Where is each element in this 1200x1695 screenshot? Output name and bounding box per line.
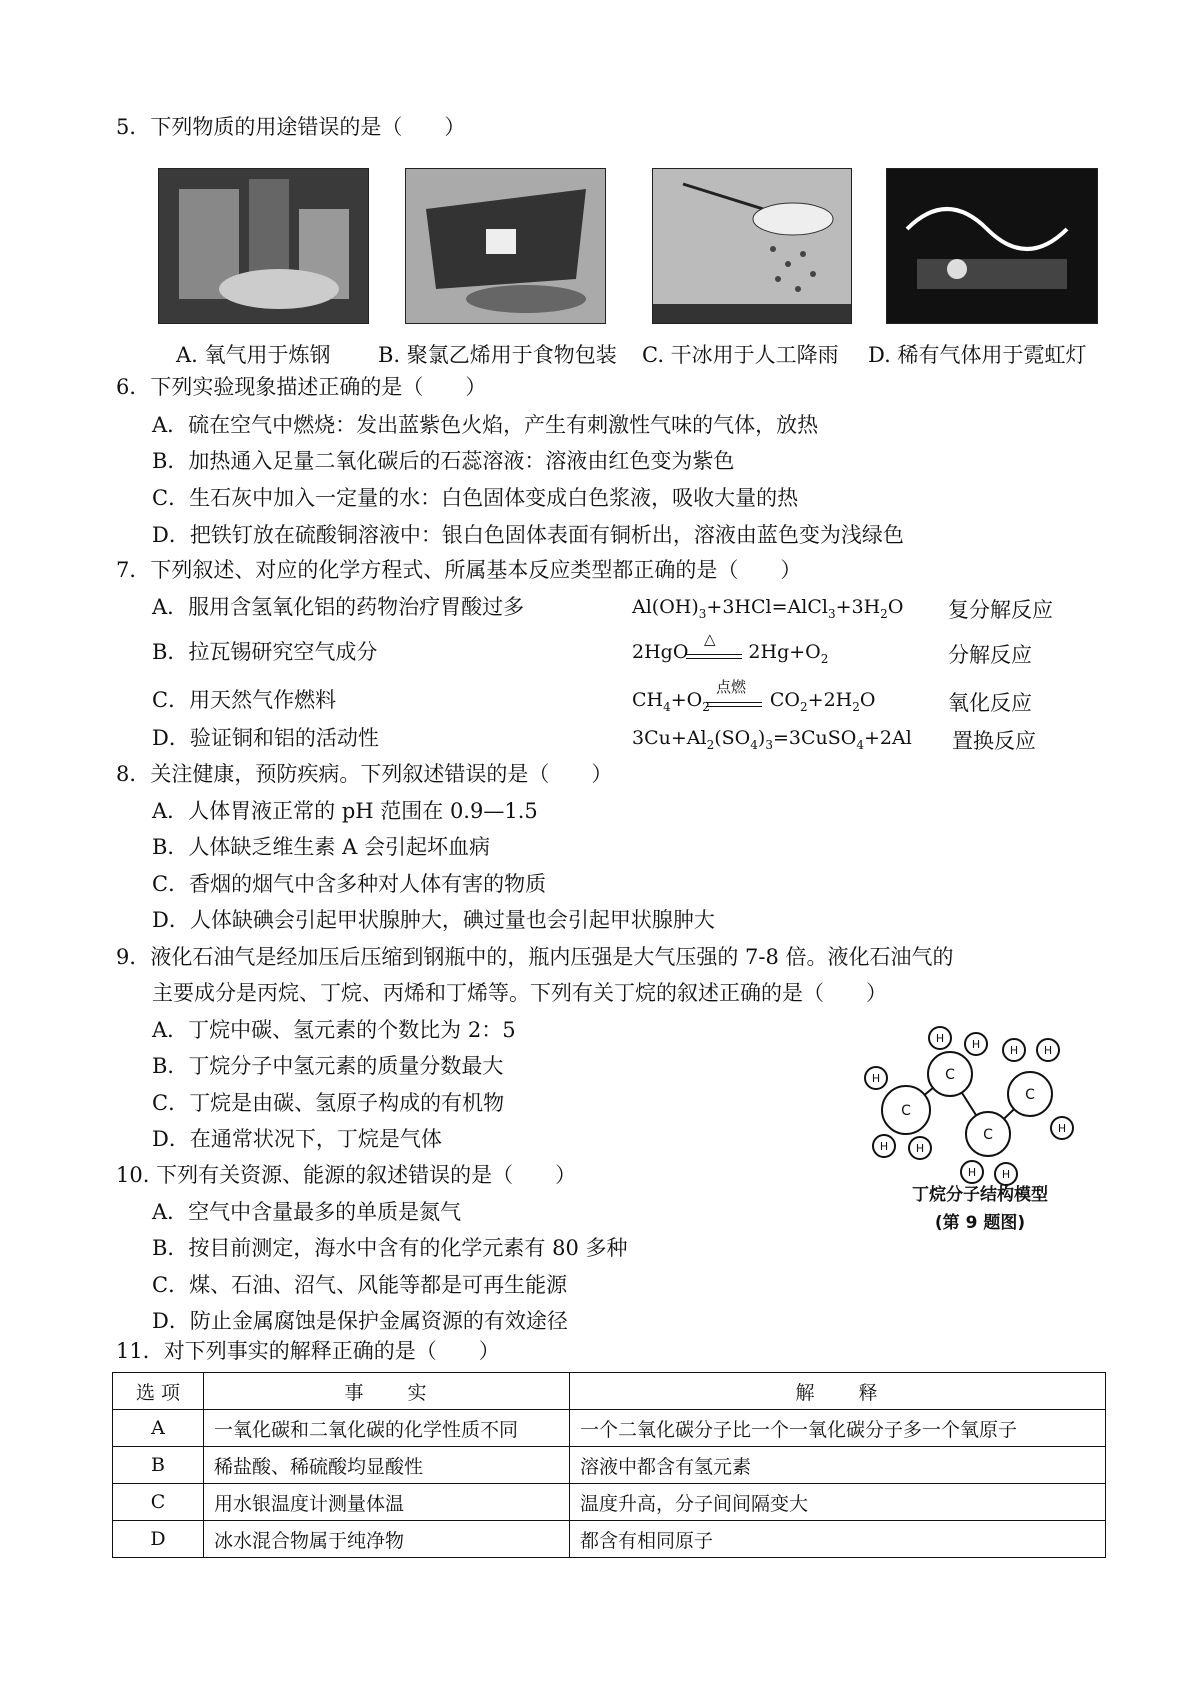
q9-option-d: D．在通常状况下，丁烷是气体	[152, 1127, 442, 1151]
q8-stem: 8．关注健康，预防疾病。下列叙述错误的是（ ）	[116, 762, 613, 786]
svg-text:H: H	[871, 1072, 881, 1085]
table-row	[113, 1410, 1106, 1447]
header-option: 选 项	[113, 1373, 204, 1410]
row-fact: 一氧化碳和二氧化碳的化学性质不同	[204, 1410, 570, 1447]
q5-caption-d: D. 稀有气体用于霓虹灯	[868, 343, 1087, 367]
q5-caption-c: C. 干冰用于人工降雨	[642, 343, 839, 367]
row-fact: 稀盐酸、稀硫酸均显酸性	[204, 1447, 570, 1484]
row-option: A	[113, 1410, 204, 1447]
q7-row-a-type: 复分解反应	[948, 598, 1053, 622]
q7-row-c-condition: 点燃	[716, 678, 747, 696]
row-explanation: 溶液中都含有氢元素	[570, 1447, 1106, 1484]
row-fact: 用水银温度计测量体温	[204, 1484, 570, 1521]
row-explanation: 温度升高，分子间间隔变大	[570, 1484, 1106, 1521]
svg-text:C: C	[945, 1067, 955, 1083]
q7-row-a-equation: $Al(OH)_3+3HCl=AlCl_3+3H_2O$	[632, 596, 904, 621]
row-fact: 冰水混合物属于纯净物	[204, 1521, 570, 1558]
row-option: C	[113, 1484, 204, 1521]
q5-image-neon	[886, 168, 1098, 324]
q9-stem-line2: 主要成分是丙烷、丁烷、丙烯和丁烯等。下列有关丁烷的叙述正确的是（ ）	[152, 981, 887, 1005]
svg-text:H: H	[1009, 1044, 1019, 1057]
q8-option-a: A．人体胃液正常的 pH 范围在 0.9—1.5	[152, 799, 538, 823]
header-explanation: 解 释	[570, 1373, 1106, 1410]
svg-text:C: C	[983, 1127, 993, 1143]
q9-option-b: B．丁烷分子中氢元素的质量分数最大	[152, 1054, 504, 1078]
q7-row-a-desc: A．服用含氢氧化铝的药物治疗胃酸过多	[152, 595, 525, 619]
q5-caption-a: A. 氧气用于炼钢	[176, 343, 331, 367]
q6-option-d: D．把铁钉放在硫酸铜溶液中：银白色固体表面有铜析出，溶液由蓝色变为浅绿色	[152, 523, 904, 547]
q9-stem-line1: 9．液化石油气是经加压后压缩到钢瓶中的，瓶内压强是大气压强的 7-8 倍。液化石油气的	[116, 945, 954, 969]
q5-image-packaging	[405, 168, 606, 324]
q7-stem: 7．下列叙述、对应的化学方程式、所属基本反应类型都正确的是（ ）	[116, 558, 802, 582]
figure-9-number: (第 9 题图)	[934, 1213, 1026, 1233]
q5-caption-b: B. 聚氯乙烯用于食物包装	[378, 343, 617, 367]
q6-option-a: A．硫在空气中燃烧：发出蓝紫色火焰，产生有刺激性气味的气体，放热	[152, 413, 819, 437]
q10-option-c: C．煤、石油、沼气、风能等都是可再生能源	[152, 1273, 568, 1297]
svg-text:H: H	[1057, 1122, 1067, 1135]
q7-row-b-condition: △	[704, 630, 716, 648]
svg-text:H: H	[971, 1038, 981, 1051]
q6-option-b: B．加热通入足量二氧化碳后的石蕊溶液：溶液由红色变为紫色	[152, 449, 735, 473]
table-row	[113, 1484, 1106, 1521]
row-explanation: 都含有相同原子	[570, 1521, 1106, 1558]
q9-option-c: C．丁烷是由碳、氢原子构成的有机物	[152, 1091, 505, 1115]
row-option: B	[113, 1447, 204, 1484]
q7-row-b-desc: B．拉瓦锡研究空气成分	[152, 640, 378, 664]
q11-table	[112, 1372, 1106, 1558]
header-fact: 事 实	[204, 1373, 570, 1410]
q7-row-b-type: 分解反应	[948, 643, 1032, 667]
q7-row-d-desc: D．验证铜和铝的活动性	[152, 726, 379, 750]
q5-stem: 5．下列物质的用途错误的是（ ）	[116, 115, 466, 139]
q11-stem: 11．对下列事实的解释正确的是（ ）	[116, 1339, 500, 1363]
svg-text:H: H	[1043, 1044, 1053, 1057]
q7-row-b-equation: 2HgO $2Hg+O_2$	[632, 641, 829, 666]
q5-image-rain	[652, 168, 852, 324]
svg-text:H: H	[1001, 1168, 1011, 1181]
q7-row-c-equals-sign	[706, 702, 762, 707]
q8-option-c: C．香烟的烟气中含多种对人体有害的物质	[152, 872, 547, 896]
table-row	[113, 1447, 1106, 1484]
q7-row-d-equation: $3Cu+Al_2(SO_4)_3=3CuSO_4+2Al$	[632, 727, 912, 752]
svg-text:H: H	[879, 1140, 889, 1153]
q8-option-b: B．人体缺乏维生素 A 会引起坏血病	[152, 835, 490, 859]
q10-option-b: B．按目前测定，海水中含有的化学元素有 80 多种	[152, 1236, 628, 1260]
q7-row-c-desc: C．用天然气作燃料	[152, 688, 337, 712]
figure-9-caption: 丁烷分子结构模型	[912, 1185, 1048, 1205]
row-option: D	[113, 1521, 204, 1558]
svg-text:H: H	[967, 1166, 977, 1179]
q7-row-b-equals-sign	[686, 654, 742, 659]
svg-text:H: H	[915, 1142, 925, 1155]
svg-text:C: C	[1025, 1087, 1035, 1103]
row-explanation: 一个二氧化碳分子比一个一氧化碳分子多一个氧原子	[570, 1410, 1106, 1447]
q7-row-d-type: 置换反应	[952, 729, 1036, 753]
q9-option-a: A．丁烷中碳、氢元素的个数比为 2：5	[152, 1018, 516, 1042]
table-row	[113, 1521, 1106, 1558]
table-header-row	[113, 1373, 1106, 1410]
q10-stem: 10. 下列有关资源、能源的叙述错误的是（ ）	[116, 1163, 577, 1187]
q6-stem: 6．下列实验现象描述正确的是（ ）	[116, 375, 487, 399]
q7-row-c-equation: $CH_4+O_2$ $CO_2+2H_2O$	[632, 689, 876, 714]
q10-option-a: A．空气中含量最多的单质是氮气	[152, 1200, 462, 1224]
q5-image-steelmaking	[158, 168, 369, 324]
q6-option-c: C．生石灰中加入一定量的水：白色固体变成白色浆液，吸收大量的热	[152, 486, 799, 510]
q7-row-c-type: 氧化反应	[948, 691, 1032, 715]
svg-text:C: C	[901, 1103, 911, 1119]
svg-text:H: H	[935, 1032, 945, 1045]
q10-option-d: D．防止金属腐蚀是保护金属资源的有效途径	[152, 1309, 568, 1333]
q8-option-d: D．人体缺碘会引起甲状腺肿大，碘过量也会引起甲状腺肿大	[152, 908, 715, 932]
